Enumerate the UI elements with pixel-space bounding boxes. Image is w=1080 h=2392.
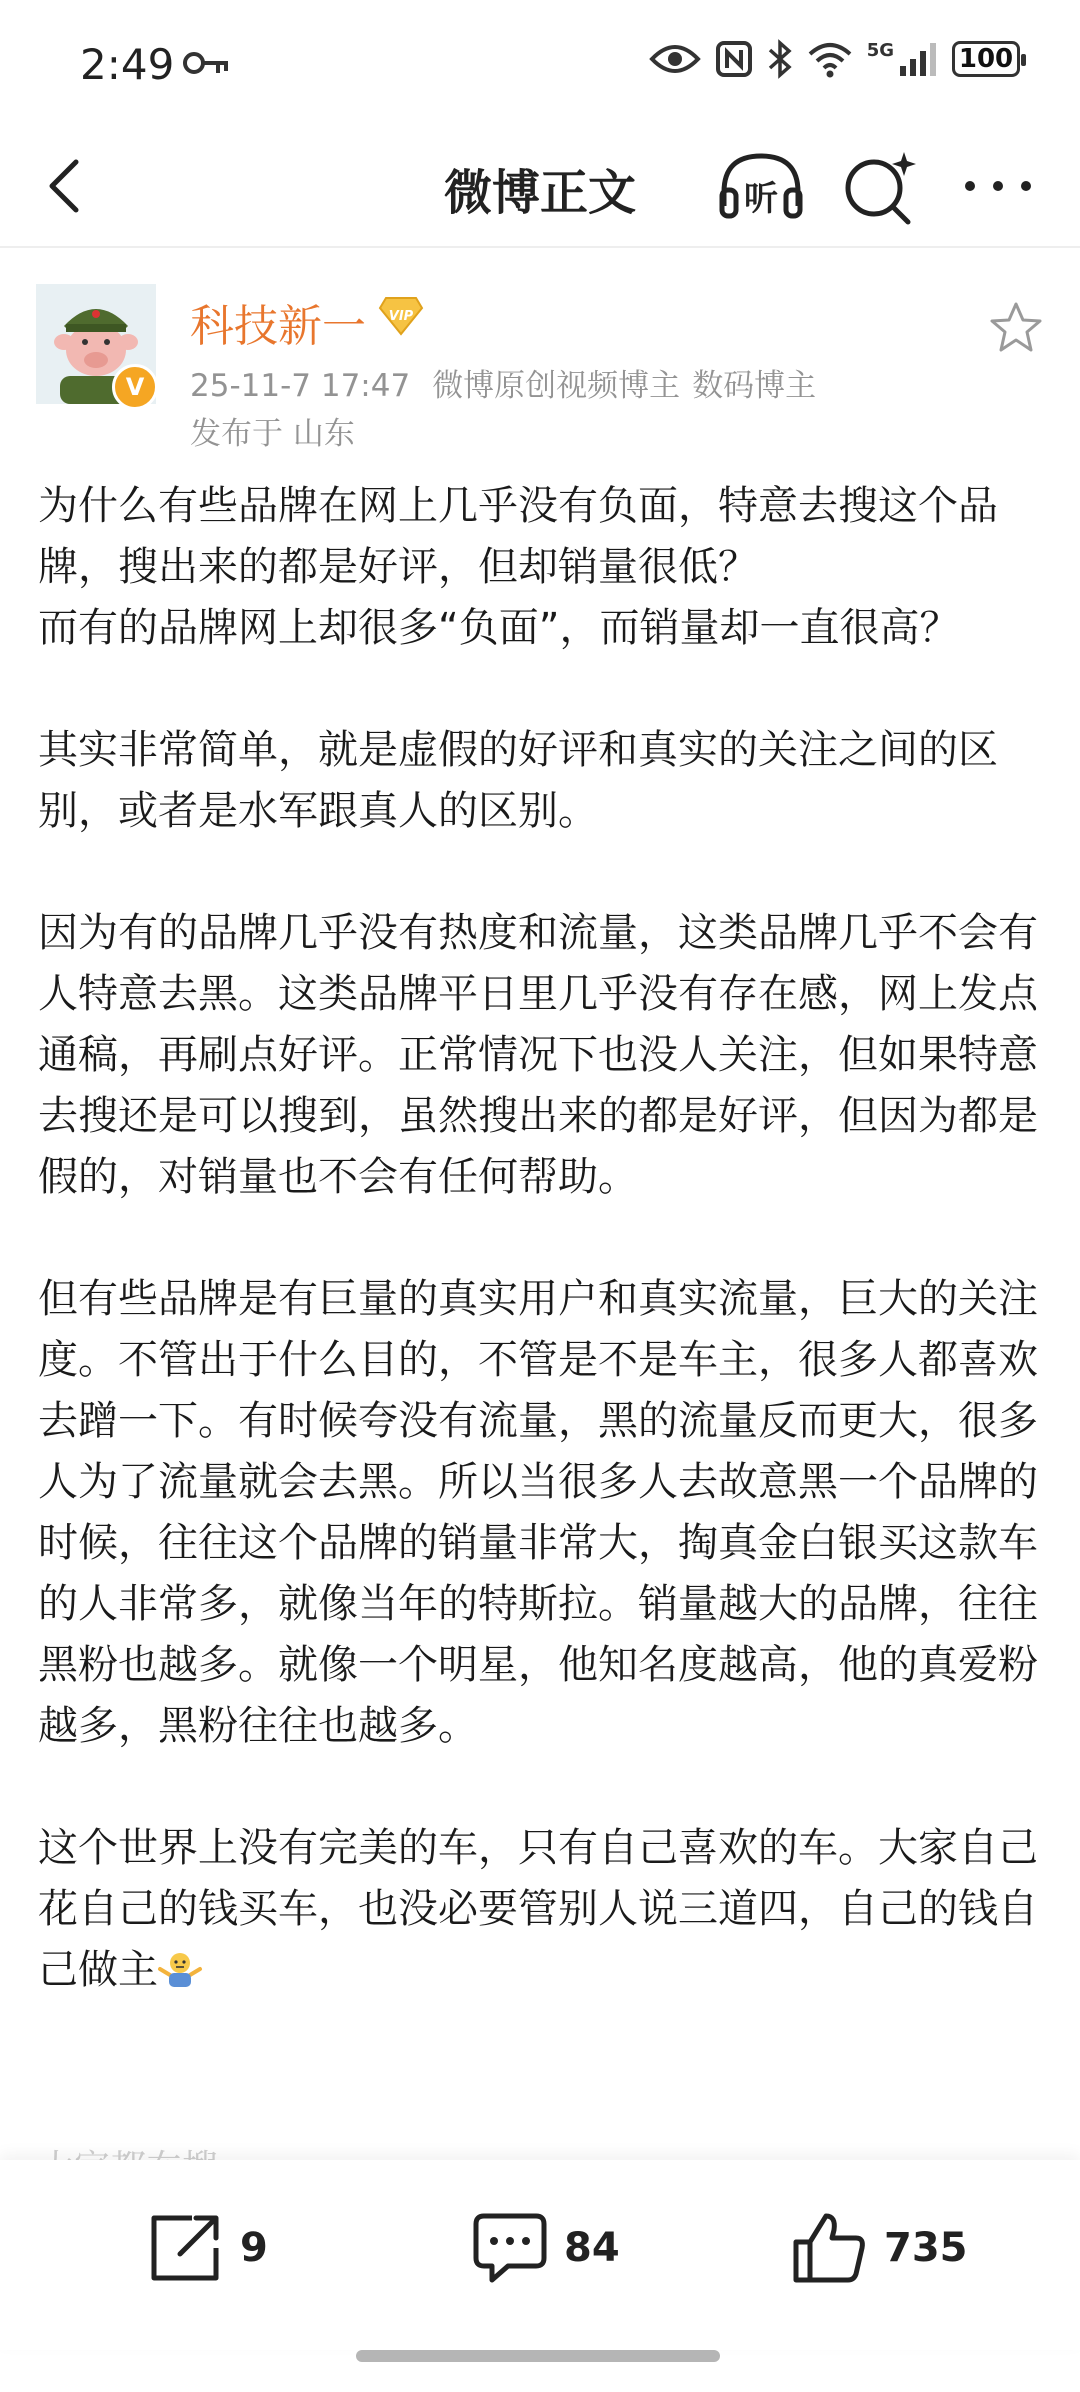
like-count: 735: [884, 2225, 968, 2271]
thumbs-up-icon: [790, 2208, 870, 2288]
comment-count: 84: [564, 2225, 620, 2271]
like-button[interactable]: [790, 2208, 968, 2288]
comment-icon: [470, 2208, 550, 2288]
post-date: 25-11-7 17:47: [190, 368, 411, 404]
eye-icon: [649, 41, 701, 77]
comment-button[interactable]: [470, 2208, 620, 2288]
battery-icon: 100: [952, 41, 1020, 77]
post-location: 发布于 山东: [190, 416, 355, 452]
wifi-icon: [807, 40, 853, 78]
more-options-icon[interactable]: [958, 154, 1038, 218]
share-icon: [146, 2208, 226, 2288]
share-count: 9: [240, 2225, 268, 2271]
bluetooth-icon: [767, 40, 793, 78]
post-content: [38, 476, 1048, 2001]
share-button[interactable]: [146, 2208, 268, 2288]
status-time: 2:49: [80, 40, 175, 89]
shrug-emoji-icon: [158, 1949, 202, 1989]
post-meta: [190, 360, 816, 405]
top-nav: [0, 130, 1080, 248]
page-title: 微博正文: [443, 165, 636, 221]
listen-headphone-icon[interactable]: [716, 148, 806, 228]
listen-label: 听: [744, 179, 778, 219]
paragraph-4: 但有些品牌是有巨量的真实用户和真实流量，巨大的关注度。不管出于什么目的，不管是不是车主，很多人都喜欢去蹭一下。有时候夸没有流量，黑的流量反而更大，很多人为了流量就会去黑。所以当很多人去故意黑一个品牌的时候，往往这个品牌的销量非常大，掏真金白银买这款车的人非常多，就像当年的特斯拉。销量越大的品牌，往往黑粉也越多。就像一个明星，他知名度越高，他的真爱粉越多，黑粉往往也越多。: [38, 1276, 1038, 1749]
verified-badge: V: [112, 364, 158, 410]
vip-label: VIP: [388, 309, 414, 324]
favorite-star-icon[interactable]: [988, 300, 1044, 356]
key-icon: [182, 48, 232, 78]
paragraph-1: 为什么有些品牌在网上几乎没有负面，特意去搜这个品牌，搜出来的都是好评，但却销量很低？ 而有的品牌网上却很多“负面”，而销量却一直很高？: [38, 483, 998, 651]
network-label: 5G: [866, 40, 894, 61]
nfc-icon: [715, 40, 753, 78]
signal-icon: [898, 40, 938, 78]
paragraph-3: 因为有的品牌几乎没有热度和流量，这类品牌几乎不会有人特意去黑。这类品牌平日里几乎没有存在感，网上发点通稿，再刷点好评。正常情况下也没人关注，但如果特意去搜还是可以搜到，虽然搜出来的都是好评，但因为都是假的，对销量也不会有任何帮助。: [38, 910, 1038, 1200]
status-bar: [0, 0, 1080, 130]
status-icons: [649, 40, 1020, 78]
paragraph-5: 这个世界上没有完美的车，只有自己喜欢的车。大家自己花自己的钱买车，也没必要管别人说三道四，自己的钱自己做主: [38, 1825, 1038, 1993]
author-tag-2: 数码博主: [692, 368, 817, 404]
vip-diamond-icon: [378, 294, 424, 338]
author-tag-1: 微博原创视频博主: [432, 368, 681, 404]
paragraph-5-wrapper: [38, 1818, 1048, 2001]
paragraph-2: 其实非常简单，就是虚假的好评和真实的关注之间的区别，或者是水军跟真人的区别。: [38, 727, 998, 834]
bottom-action-bar: [0, 2160, 1080, 2350]
search-icon[interactable]: [838, 148, 922, 232]
author-name[interactable]: 科技新一: [190, 301, 366, 352]
home-indicator[interactable]: [356, 2350, 720, 2362]
